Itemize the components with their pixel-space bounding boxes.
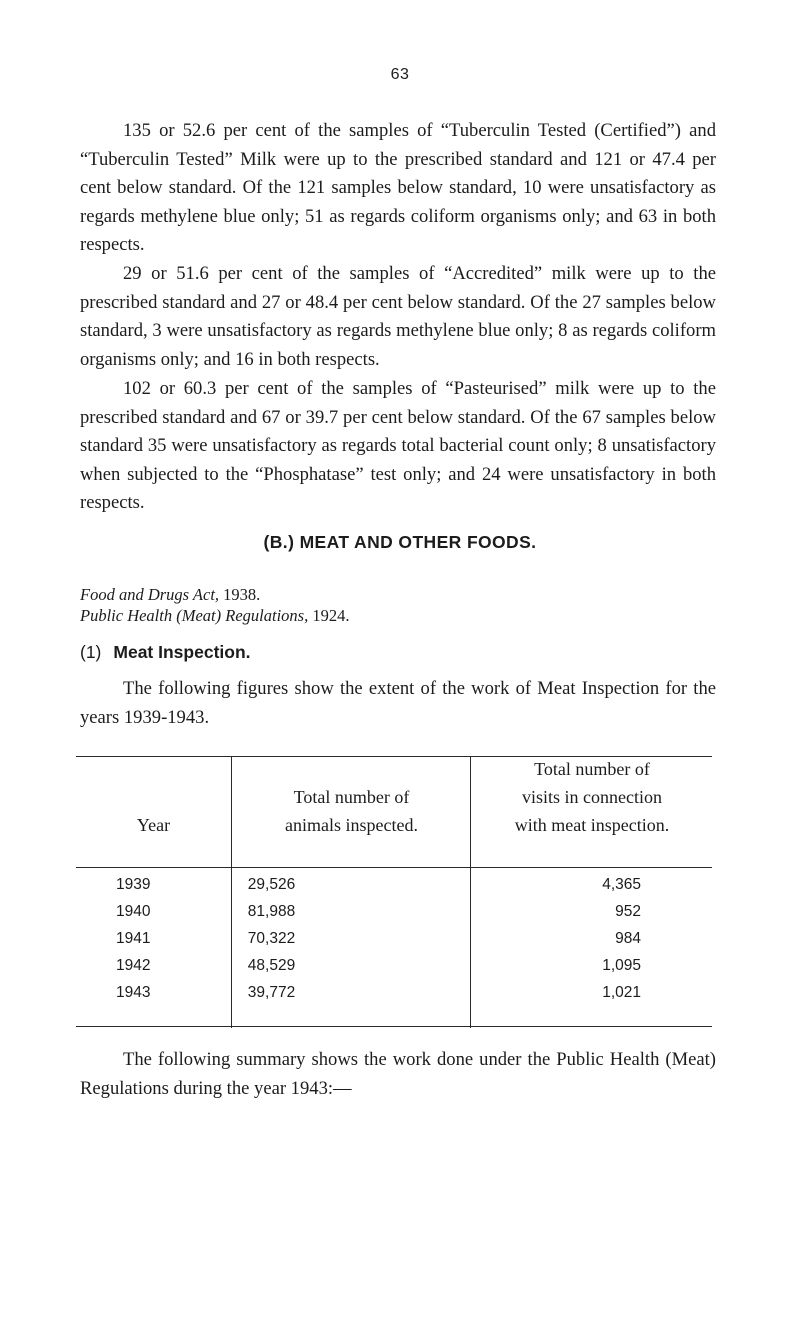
cell-year: 1942 [116, 957, 151, 974]
meat-inspection-table [76, 756, 712, 1028]
cell-visits: 984 [615, 930, 641, 947]
act-name: Food and Drugs Act, [80, 585, 220, 604]
header-year [76, 811, 231, 839]
act-year: 1938. [223, 585, 261, 604]
header-animals-inspected [233, 783, 470, 839]
table-header-rule [76, 867, 712, 868]
header-visits [472, 755, 712, 839]
cell-year: 1941 [116, 930, 151, 947]
cell-animals: 81,988 [247, 903, 296, 920]
cell-animals: 48,529 [247, 957, 296, 974]
header-line: animals inspected. [285, 815, 418, 835]
table-bottom-rule [76, 1026, 712, 1027]
header-line: Total number of [293, 787, 410, 807]
paragraph-summary-intro: The following summary shows the work done under the Public Health (Meat) Regulations during the year 1943:— [80, 1049, 716, 1099]
paragraph-tuberculin: 135 or 52.6 per cent of the samples of “Tuberculin Tested (Certified”) and “Tuberculin Tested” Milk were up to the prescribed standard and 121 or 47.4 per cent below standard. Of the 121 samples below standard, 10 were unsatisfactory as regards methylene blue only; 51 as regards coliform organisms only; and 63 in both respects. [80, 120, 716, 255]
cell-year: 1943 [116, 984, 151, 1001]
subsection-title: Meat Inspection. [113, 642, 251, 662]
cell-visits: 4,365 [602, 876, 641, 893]
subsection-number: (1) [80, 642, 102, 662]
act-year: 1924. [312, 606, 350, 625]
cell-year: 1939 [116, 876, 151, 893]
subsection-heading [80, 642, 251, 663]
cell-animals: 29,526 [247, 876, 296, 893]
page-number: 63 [390, 66, 410, 83]
header-line: with meat inspection. [514, 815, 670, 835]
cell-animals: 39,772 [247, 984, 296, 1001]
cell-visits: 1,021 [602, 984, 641, 1001]
act-reference-food-drugs [80, 583, 260, 606]
paragraph-accredited: 29 or 51.6 per cent of the samples of “Accredited” milk were up to the prescribed standard and 27 or 48.4 per cent below standard. Of the 27 samples below standard, 3 were unsatisfactory as regards methylene blue only; 8 as regards coliform organisms only; and 16 in both respects. [80, 263, 716, 370]
section-title: (B.) MEAT AND OTHER FOODS. [263, 532, 537, 552]
cell-animals: 70,322 [247, 930, 296, 947]
header-line: visits in connection [522, 787, 662, 807]
paragraph-pasteurised: 102 or 60.3 per cent of the samples of “Pasteurised” milk were up to the prescribed standard and 67 or 39.7 per cent below standard. Of the 67 samples below standard 35 were unsatisfactory as regards total bacterial count only; 8 unsatisfactory when subjected to the “Phosphatase” test only; and 24 were unsatisfactory in both respects. [80, 378, 716, 513]
cell-year: 1940 [116, 903, 151, 920]
cell-visits: 1,095 [602, 957, 641, 974]
act-reference-public-health [80, 604, 349, 627]
paragraph-intro-table: The following figures show the extent of the work of Meat Inspection for the years 1939-1943. [80, 678, 716, 728]
cell-visits: 952 [615, 903, 641, 920]
act-name: Public Health (Meat) Regulations, [80, 606, 309, 625]
header-line: Total number of [534, 759, 650, 779]
header-line: Year [136, 815, 171, 835]
